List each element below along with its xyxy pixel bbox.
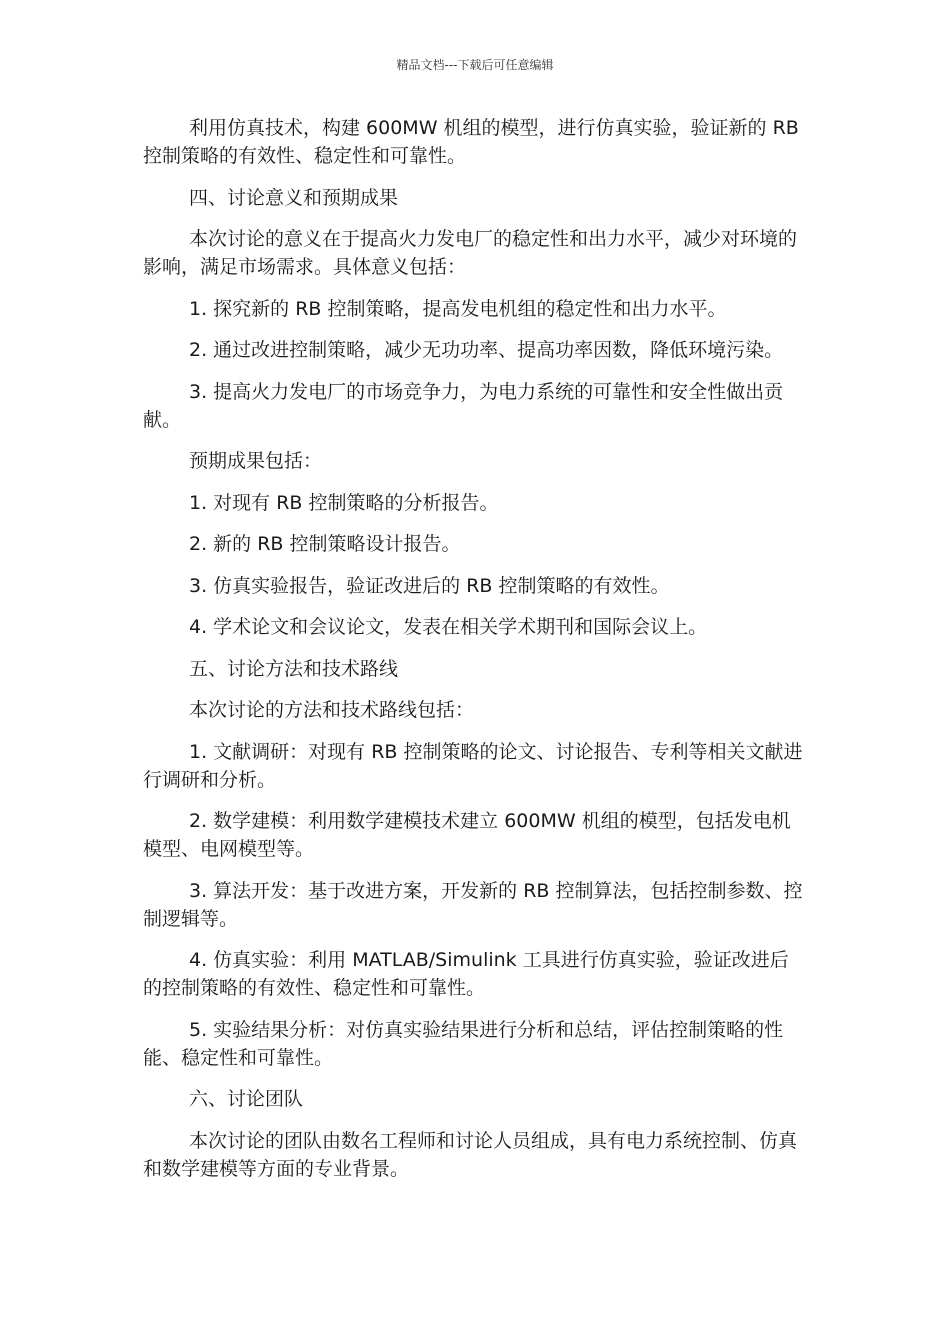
- list-item: 2. 通过改进控制策略，减少无功功率、提高功率因数，降低环境污染。: [189, 339, 784, 361]
- list-item: 2. 新的 RB 控制策略设计报告。: [189, 533, 461, 555]
- list-item: 1. 探究新的 RB 控制策略，提高发电机组的稳定性和出力水平。: [189, 297, 727, 320]
- paragraph-outcomes-intro: 预期成果包括：: [189, 450, 323, 472]
- paragraph-methods-intro: 本次讨论的方法和技术路线包括：: [189, 699, 475, 721]
- list-item: 5. 实验结果分析：对仿真实验结果进行分析和总结，评估控制策略的性能、稳定性和可靠性。: [143, 1018, 784, 1069]
- paragraph-team: 本次讨论的团队由数名工程师和讨论人员组成，具有电力系统控制、仿真和数学建模等方面的专业背景。: [143, 1129, 798, 1180]
- list-item: 3. 算法开发：基于改进方案，开发新的 RB 控制算法，包括控制参数、控制逻辑等。: [143, 879, 803, 930]
- paragraph-significance-intro: 本次讨论的意义在于提高火力发电厂的稳定性和出力水平，减少对环境的影响，满足市场需求。具体意义包括：: [143, 228, 798, 278]
- list-item: 3. 提高火力发电厂的市场竞争力，为电力系统的可靠性和安全性做出贡献。: [143, 380, 784, 431]
- list-item: 4. 学术论文和会议论文，发表在相关学术期刊和国际会议上。: [189, 616, 708, 638]
- paragraph-simulation: 利用仿真技术，构建 600MW 机组的模型，进行仿真实验，验证新的 RB 控制策略的有效性、稳定性和可靠性。: [143, 117, 799, 167]
- section-heading-methods: 五、讨论方法和技术路线: [189, 657, 399, 680]
- list-item: 2. 数学建模：利用数学建模技术建立 600MW 机组的模型，包括发电机模型、电网模型等。: [143, 810, 791, 860]
- list-item: 4. 仿真实验：利用 MATLAB/Simulink 工具进行仿真实验，验证改进后的控制策略的有效性、稳定性和可靠性。: [143, 949, 789, 999]
- page-header: 精品文档---下载后可任意编辑: [396, 58, 554, 72]
- document-body: [143, 114, 807, 1196]
- list-item: 3. 仿真实验报告，验证改进后的 RB 控制策略的有效性。: [189, 574, 670, 597]
- section-heading-team: 六、讨论团队: [189, 1088, 304, 1110]
- section-heading-significance: 四、讨论意义和预期成果: [189, 186, 399, 209]
- list-item: 1. 文献调研：对现有 RB 控制策略的论文、讨论报告、专利等相关文献进行调研和分析。: [143, 740, 803, 791]
- list-item: 1. 对现有 RB 控制策略的分析报告。: [189, 491, 499, 514]
